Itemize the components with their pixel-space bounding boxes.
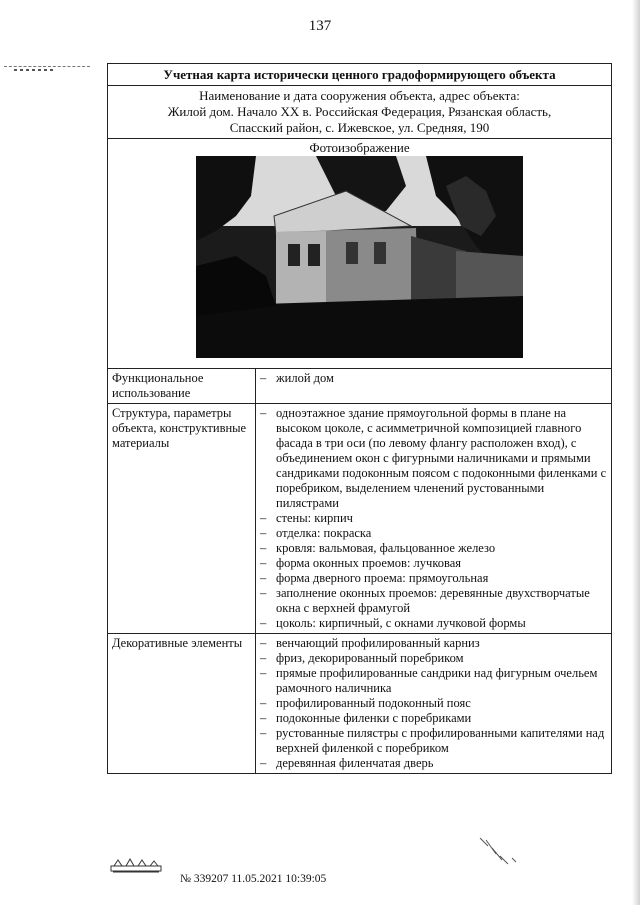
address-line: Наименование и дата сооружения объекта, адрес объекта: bbox=[199, 88, 520, 103]
house-photo bbox=[196, 156, 523, 358]
list-item: – кровля: вальмовая, фальцованное железо bbox=[260, 541, 496, 555]
list-item: – прямые профилированные сандрики над фигурным очельем рамочного наличника bbox=[260, 666, 598, 695]
list-item: – форма дверного проема: прямоугольная bbox=[260, 571, 489, 585]
document-registration-number: № 339207 11.05.2021 10:39:05 bbox=[180, 873, 327, 885]
list-item: – рустованные пилястры с профилированными капителями над верхней филенкой с поребриком bbox=[260, 726, 605, 755]
list-item: – цоколь: кирпичный, с окнами лучковой формы bbox=[260, 616, 526, 630]
page-number: 137 bbox=[308, 18, 332, 34]
list-item: – подоконные филенки с поребриками bbox=[260, 711, 472, 725]
list-item: – стены: кирпич bbox=[260, 511, 353, 525]
list-item: – отделка: покраска bbox=[260, 526, 372, 540]
list-item: – фриз, декорированный поребриком bbox=[260, 651, 464, 665]
row-values bbox=[256, 634, 612, 774]
object-address bbox=[108, 86, 612, 139]
list-item: – деревянная филенчатая дверь bbox=[260, 756, 434, 770]
photo-section bbox=[108, 139, 612, 369]
address-line: Спасский район, с. Ижевское, ул. Средняя, 190 bbox=[229, 120, 490, 135]
photo-label: Фотоизображение bbox=[309, 140, 410, 155]
card-title: Учетная карта исторически ценного градоформирующего объекта bbox=[108, 64, 612, 86]
list-item: – венчающий профилированный карниз bbox=[260, 636, 480, 650]
list-item: – форма оконных проемов: лучковая bbox=[260, 556, 462, 570]
row-values bbox=[256, 404, 612, 634]
handwritten-mark bbox=[478, 834, 522, 868]
list-item: – заполнение оконных проемов: деревянные двухстворчатые окна с верхней фрамугой bbox=[260, 586, 590, 615]
row-label: Функциональное использование bbox=[108, 369, 256, 404]
row-values bbox=[256, 369, 612, 404]
list-item: – профилированный подоконный пояс bbox=[260, 696, 471, 710]
row-functional-use bbox=[108, 369, 612, 404]
list-item: – жилой дом bbox=[260, 371, 334, 385]
address-line: Жилой дом. Начало XX в. Российская Федерация, Рязанская область, bbox=[167, 104, 552, 119]
row-structure bbox=[108, 404, 612, 634]
page-edge-shadow bbox=[632, 0, 640, 905]
row-label: Декоративные элементы bbox=[108, 634, 256, 774]
row-decorative bbox=[108, 634, 612, 774]
registration-card-table bbox=[107, 63, 612, 774]
row-label: Структура, параметры объекта, конструктивные материалы bbox=[108, 404, 256, 634]
list-item: – одноэтажное здание прямоугольной формы в плане на высоком цоколе, с асимметричной композицией главного фасада в три оси (по левому флангу расположен вход), с объединением окон с фигурными наличниками и прямыми сандриками подоконным поясом с подоконными филенками с поребриком, выделением членений рустованными пилястрами bbox=[260, 406, 607, 510]
seal-stamp-icon bbox=[110, 857, 162, 873]
scan-artifact bbox=[4, 66, 90, 73]
